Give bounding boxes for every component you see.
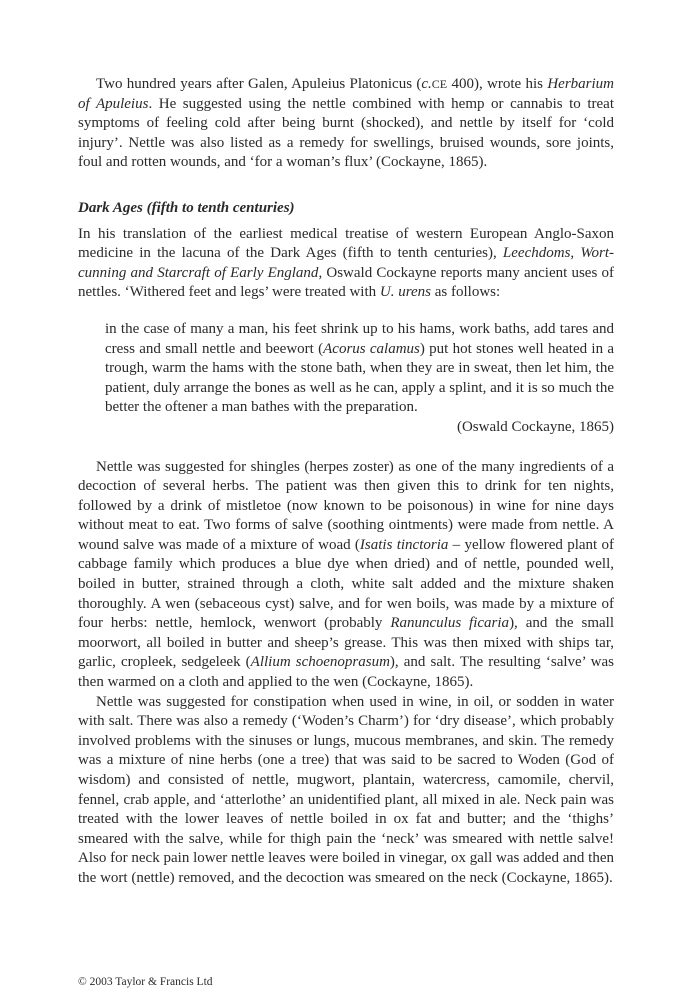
- work-title-leechdoms: Leechdoms, Wort-cunning and Starcraft of Early England: [78, 245, 614, 281]
- quote-citation: (Oswald Cockayne, 1865): [456, 418, 614, 435]
- ce-abbrev: CE: [431, 77, 448, 91]
- paragraph-cockayne-intro: In his translation of the earliest medical treatise of western European Anglo-Saxon medicine in the lacuna of the Dark Ages (fifth to tenth centuries), Leechdoms, Wort-cunning and Starcraft of Early England, Oswald Cockayne reports many ancient uses of nettles. ‘Withered feet and legs’ were treated with U. urens as follows:: [78, 225, 615, 301]
- block-quote: in the case of many a man, his feet shrink up to his hams, work baths, add tares and cress and small nettle and beewort (Acorus calamus) put hot stones well heated in a trough, warm the hams with the stone bath, when they are in sweat, then let him, the patient, duly arrange the bones as well as he can, apply a splint, and it is so much the better the oftener a man bathes with the preparation.: [105, 320, 615, 416]
- species-name: Acorus calamus: [323, 340, 420, 357]
- section-heading: Dark Ages (fifth to tenth centuries): [78, 199, 295, 216]
- copyright-footer: © 2003 Taylor & Francis Ltd: [78, 976, 213, 988]
- species-name: U. urens: [379, 284, 432, 301]
- paragraph-shingles: Nettle was suggested for shingles (herpes zoster) as one of the many ingredients of a decoction of several herbs. The patient was then given this to drink for ten nights, followed by a drink of mistletoe (now known to be poisonous) in wine for nine days without meat to eat. Two forms of salve (soothing ointments) were made from nettle. A wound salve was made of a mixture of woad (Isatis tinctoria – yellow flowered plant of cabbage family which produces a blue dye when dried) and of nettle, pounded well, boiled in butter, strained through a cloth, white salt added and the mixture shaken thoroughly. A wen (sebaceous cyst) salve, and for wen boils, was made by a mixture of four herbs: nettle, hemlock, wenwort (probably Ranunculus ficaria), and the small moorwort, all boiled in butter and sheep’s grease. This was then mixed with ships tar, garlic, cropleek, sedgeleek (Allium schoenoprasum), and salt. The resulting ‘salve’ was then warmed on a cloth and applied to the wen (Cockayne, 1865).: [78, 458, 614, 691]
- species-name: Ranunculus ficaria: [390, 615, 510, 632]
- work-title-herbarium: Herbarium of Apuleius: [78, 76, 614, 112]
- paragraph-constipation: Nettle was suggested for constipation when used in wine, in oil, or sodden in water with salt. There was also a remedy (‘Woden’s Charm’) for ‘dry disease’, which probably involved problems with the sinuses or lungs, mucous membranes, and skin. The remedy was a mixture of nine herbs (one a tree) that was said to be sacred to Woden (God of wisdom) and consisted of nettle, mugwort, plantain, watercress, camomile, chervil, fennel, crab apple, and ‘atterlothe’ an unidentified plant, all mixed in ale. Neck pain was treated with the lower leaves of nettle boiled in ox fat and butter; and the ‘thighs’ smeared with the salve, while for thigh pain the ‘neck’ was smeared with nettle salve! Also for neck pain lower nettle leaves were boiled in vinegar, ox gall was added and then the wort (nettle) removed, and the decoction was smeared on the neck (Cockayne, 1865).: [78, 693, 614, 886]
- page-body: [78, 75, 614, 889]
- species-name: Allium schoenoprasum: [250, 654, 390, 671]
- species-name: Isatis tinctoria: [359, 536, 449, 553]
- circa-abbrev: c.: [421, 76, 432, 92]
- paragraph-apuleius: Two hundred years after Galen, Apuleius Platonicus (c.CE 400), wrote his Herbarium of Apuleius. He suggested using the nettle combined with hemp or cannabis to treat symptoms of feeling cold after being burnt (shocked), and nettle by itself for ‘cold injury’. Nettle was also listed as a remedy for swellings, bruised wounds, sore joints, foul and rotten wounds, and ‘for a woman’s flux’ (Cockayne, 1865).: [78, 76, 614, 171]
